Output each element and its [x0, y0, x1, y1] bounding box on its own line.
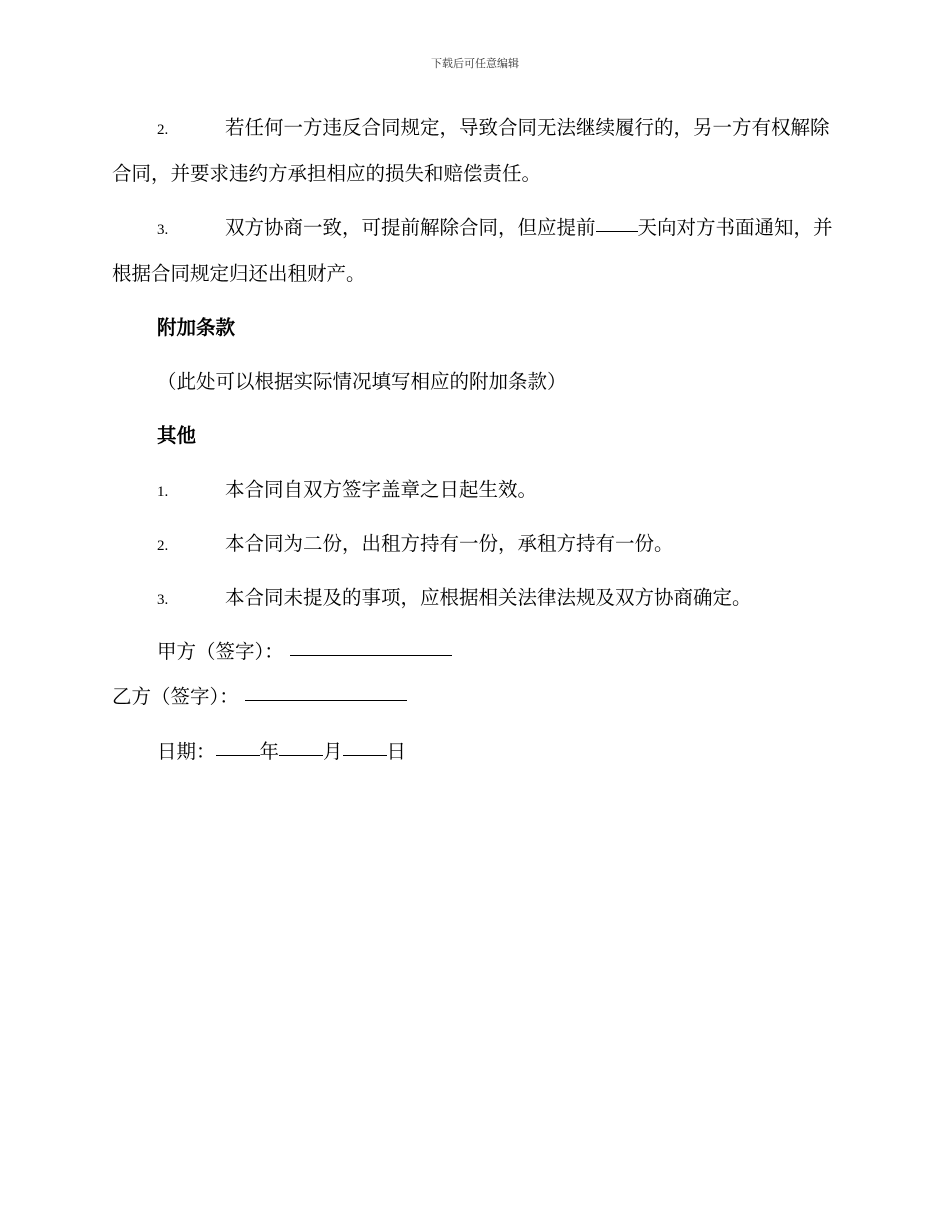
party-b-label: 乙方（签字）： — [112, 685, 239, 708]
item-number: 3. — [157, 592, 169, 608]
item-text: 本合同未提及的事项，应根据相关法律法规及双方协商确定。 — [225, 586, 752, 609]
additional-heading: 附加条款 — [157, 316, 236, 339]
party-a-signature-line — [290, 635, 452, 656]
other-item-1 — [112, 468, 834, 514]
item-number: 1. — [157, 484, 169, 500]
other-item-2 — [112, 522, 834, 568]
other-heading-row — [112, 414, 834, 458]
other-item-3 — [112, 576, 834, 622]
party-b-signature-line — [245, 680, 407, 701]
day-label: 日 — [386, 740, 407, 763]
year-label: 年 — [259, 740, 280, 763]
date-row — [112, 730, 834, 774]
year-blank — [216, 735, 260, 756]
item-text-before: 双方协商一致，可提前解除合同，但应提前 — [225, 216, 596, 239]
additional-note-row — [112, 360, 834, 404]
item-text: 本合同自双方签字盖章之日起生效。 — [225, 478, 538, 501]
item-text-after: 天向对方书面通知，并根据合同规定归还出租财产。 — [112, 216, 833, 285]
party-a-label: 甲方（签字）： — [157, 640, 284, 663]
header-note: 下载后可任意编辑 — [431, 57, 519, 70]
item-text: 本合同为二份，出租方持有一份，承租方持有一份。 — [225, 532, 674, 555]
item-number: 3. — [157, 222, 169, 238]
party-b-signature-row — [112, 675, 834, 719]
item-number: 2. — [157, 538, 169, 554]
item-text: 若任何一方违反合同规定，导致合同无法继续履行的，另一方有权解除合同，并要求违约方承担相应的损失和赔偿责任。 — [112, 116, 830, 185]
day-blank — [343, 735, 387, 756]
item-number: 2. — [157, 122, 169, 138]
other-heading: 其他 — [157, 424, 197, 447]
termination-item-3 — [112, 206, 834, 296]
month-label: 月 — [323, 740, 343, 763]
additional-heading-row — [112, 306, 834, 350]
month-blank — [279, 735, 323, 756]
party-a-signature-row — [112, 630, 834, 674]
termination-item-2 — [112, 106, 834, 196]
date-label: 日期： — [157, 740, 216, 763]
days-blank — [596, 211, 638, 232]
additional-note: （此处可以根据实际情况填写相应的附加条款） — [157, 370, 567, 393]
